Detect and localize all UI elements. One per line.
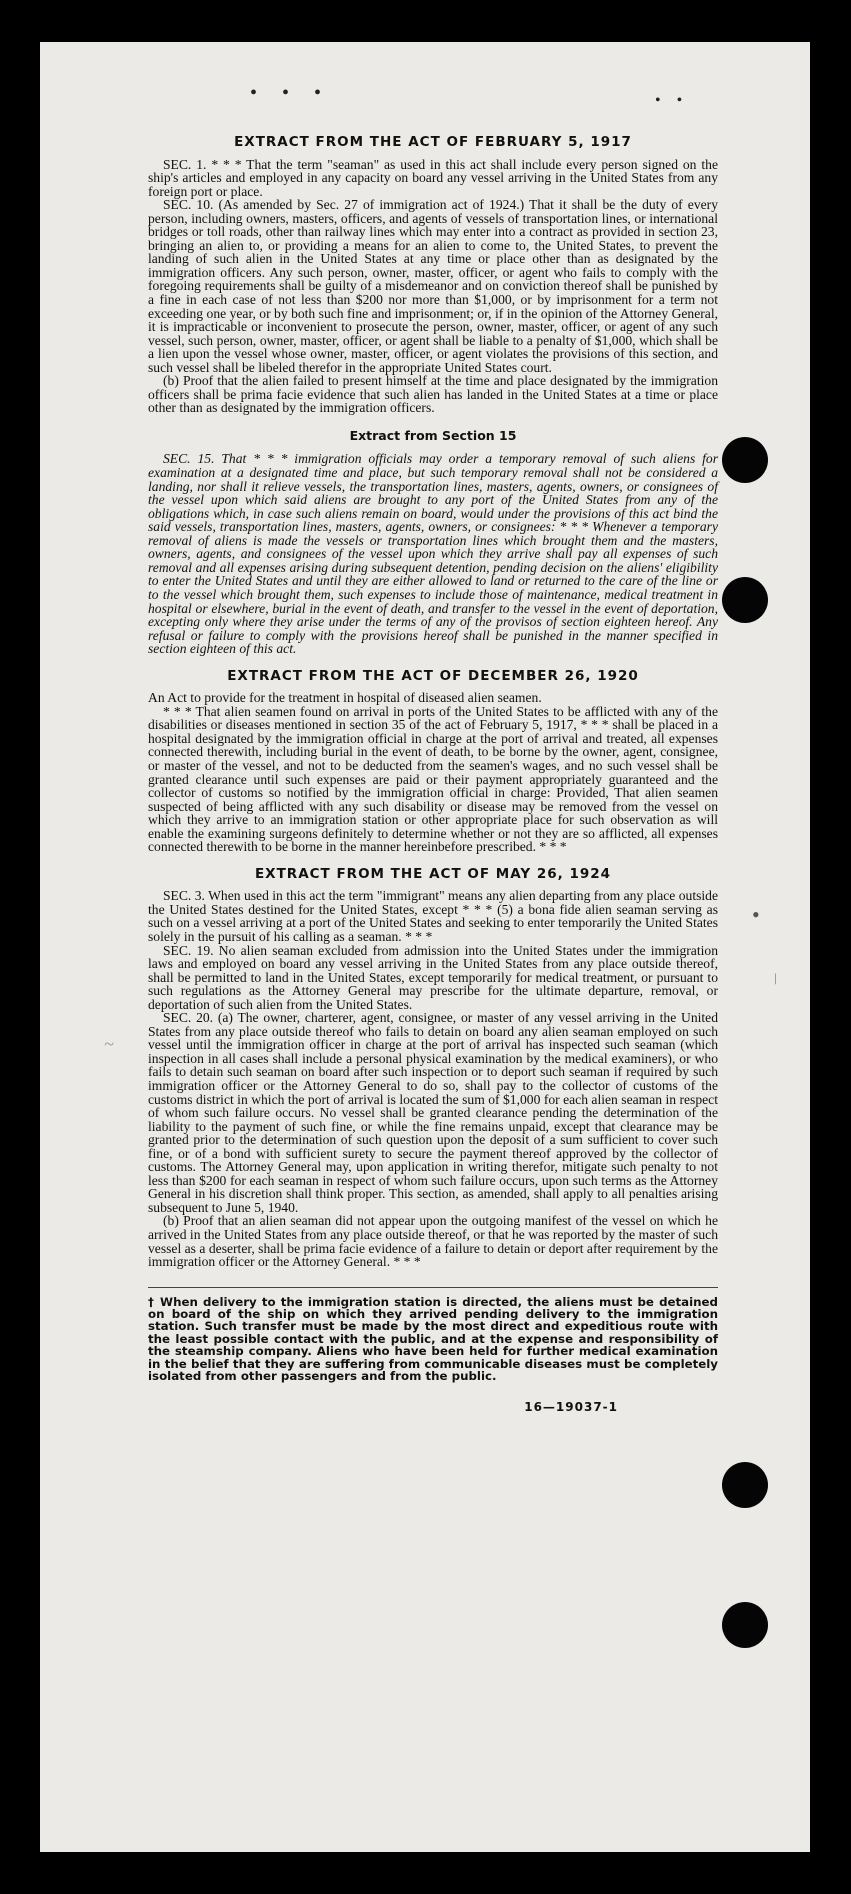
heading-section-15: Extract from Section 15	[349, 427, 517, 443]
punch-hole	[722, 437, 768, 483]
heading-act-1917: EXTRACT FROM THE ACT OF FEBRUARY 5, 1917	[234, 134, 632, 150]
sec-19-paragraph: SEC. 19. No alien seaman excluded from admission into the United States under the immigration laws and employed on board any vessel arriving in the United States from any place outside thereof, shall be permitted to land in the United States, except temporarily for medical treatment, or pursuant to such regulations as the Attorney General may prescribe for the ultimate departure, removal, or deportation of such alien from the United States.	[148, 942, 718, 1012]
sec-20-b-paragraph: (b) Proof that an alien seaman did not appear upon the outgoing manifest of the vessel on which he arrived in the United States from any place outside thereof, or that he was reported by the master of such vessel as a deserter, shall be prima facie evidence of a failure to detain or deport after requirement by the immigration officer or the Attorney General. * * *	[148, 1213, 718, 1270]
punch-hole	[722, 1462, 768, 1508]
punch-hole	[722, 577, 768, 623]
document-page	[40, 42, 810, 1852]
margin-pencil-mark: ~	[104, 1034, 114, 1054]
margin-tick-mark: ᛁ	[772, 972, 780, 986]
sec-20-a-paragraph: SEC. 20. (a) The owner, charterer, agent, consignee, or master of any vessel arriving in the United States from any place outside thereof who fails to detain on board any alien seaman employed on such vessel until the immigration officer in charge at the port of arrival has inspected such seaman (which inspection in all cases shall include a personal physical examination by the medical examiners), or who fails to detain such seaman on board after such inspection or to deport such seaman if required by such immigration officer or the Attorney General to do so, shall pay to the collector of customs of the customs district in which the port of arrival is located the sum of $1,000 for each alien seaman in respect of whom such failure occurs. No vessel shall be granted clearance pending the determination of the liability to the payment of such fine, or while the fine remains unpaid, except that clearance may be granted prior to the determination of such question upon the deposit of a sum sufficient to cover such fine, or of a bond with sufficient surety to secure the payment thereof approved by the collector of customs. The Attorney General may, upon application in writing therefor, mitigate such penalty to not less than $200 for each seaman in respect of whom such failure occurs, upon such terms as the Attorney General in his discretion shall think proper. This section, as amended, shall apply to all penalties arising subsequent to June 5, 1940.	[148, 1010, 718, 1215]
sec-1-paragraph: SEC. 1. * * * That the term "seaman" as used in this act shall include every person signed on the ship's articles and employed in any capacity on board any vessel arriving in the United States from any foreign port or place.	[148, 156, 718, 199]
footnote: † When delivery to the immigration station is directed, the aliens must be detained on board of the ship on which they arrived pending delivery to the immigration station. Such transfer must be made by the most direct and expeditious route with the least possible contact with the public, and at the expense and responsibility of the steamship company. Aliens who have been held for further medical examination in the belief that they are suffering from communicable diseases must be completely isolated from other passengers and from the public.	[148, 1287, 718, 1383]
sec-10-paragraph: SEC. 10. (As amended by Sec. 27 of immigration act of 1924.) That it shall be the duty of every person, including owners, masters, officers, and agents of vessels of transportation lines, or international bridges or toll roads, other than railway lines which may enter into a contract as provided in section 23, bringing an alien to, or providing a means for an alien to come to, the United States, to prevent the landing of such alien in the United States at any time or place other than as designated by the immigration officers. Any such person, owner, master, officer, or agent who fails to comply with the foregoing requirements shall be guilty of a misdemeanor and on conviction thereof shall be punished by a fine in each case of not less than $200 nor more than $1,000, or by imprisonment for a term not exceeding one year, or by both such fine and imprisonment; or, if in the opinion of the Attorney General, it is impracticable or inconvenient to prosecute the person, owner, master, officer, or agent of any such vessel, such person, owner, master, officer, or agent shall be liable to a penalty of $1,000, which shall be a lien upon the vessel whose owner, master, officer, or agent violates the provisions of this section, and such vessel shall be libeled therefor in the appropriate United States court.	[148, 197, 718, 375]
sec-3-paragraph: SEC. 3. When used in this act the term "immigrant" means any alien departing from any place outside the United States destined for the United States, except * * * (5) a bona fide alien seaman serving as such on a vessel arriving at a port of the United States and seeking to enter temporarily the United States solely in the pursuit of his calling as a seaman. * * *	[148, 888, 718, 944]
stray-marks-top-left: • • •	[250, 82, 332, 104]
punch-hole	[722, 1602, 768, 1648]
sec-15-paragraph: SEC. 15. That * * * immigration officials may order a temporary removal of such aliens for examination at a designated time and place, but such temporary removal shall not be considered a landing, nor shall it relieve vessels, the transportation lines, masters, agents, owners, or consignees of the vessel upon which said aliens are brought to any port of the United States from any of the obligations which, in case such aliens remain on board, would under the provisions of this act bind the said vessels, transportation lines, masters, agents, owners, or consignees: * * * Whenever a temporary removal of aliens is made the vessels or transportation lines which brought them and the masters, owners, agents, and consignees of the vessel upon which they arrive shall pay all expenses of such removal and all expenses arising during subsequent detention, pending decision on the aliens' eligibility to enter the United States and until they are either allowed to land or returned to the care of the line or to the vessel which brought them, such expenses to include those of maintenance, medical treatment in hospital or elsewhere, burial in the event of death, and transfer to the vessel in the event of deportation, excepting only where they arise under the terms of any of the provisos of section eighteen hereof. Any refusal or failure to comply with the provisions hereof shall be punished in the manner specified in section eighteen of this act.	[148, 451, 718, 657]
act-1920-title: An Act to provide for the treatment in hospital of diseased alien seamen.	[148, 690, 542, 706]
margin-dot-mark: •	[752, 902, 760, 927]
form-number: 16—19037-1	[524, 1399, 618, 1414]
document-body	[148, 136, 718, 1414]
act-1920-paragraph: * * * That alien seamen found on arrival in ports of the United States to be afflicted with any of the disabilities or diseases mentioned in section 35 of the act of February 5, 1917, * * * shall be placed in a hospital designated by the immigration official in charge at the port of arrival and treated, all expenses connected therewith, including burial in the event of death, to be borne by the owner, agent, consignee, or master of the vessel, and not to be deducted from the seamen's wages, and no such vessel shall be granted clearance until such expenses are paid or their payment appropriately guaranteed and the collector of customs so notified by the immigration official in charge: Provided, That alien seamen suspected of being afflicted with any such disability or disease may be removed from the vessel on which they arrive to an immigration station or other appropriate place for such observation as will enable the examining surgeons definitely to determine whether or not they are so afflicted, all expenses connected therewith to be borne in the manner hereinbefore prescribed. * * *	[148, 703, 718, 855]
sec-10-b-paragraph: (b) Proof that the alien failed to present himself at the time and place designated by the immigration officers shall be prima facie evidence that such alien has landed in the United States at a time or place other than as designated by the immigration officers.	[148, 373, 718, 416]
heading-act-1920: EXTRACT FROM THE ACT OF DECEMBER 26, 1920	[227, 667, 639, 684]
heading-act-1924: EXTRACT FROM THE ACT OF MAY 26, 1924	[254, 865, 612, 882]
stray-marks-top-right: • •	[655, 92, 689, 109]
